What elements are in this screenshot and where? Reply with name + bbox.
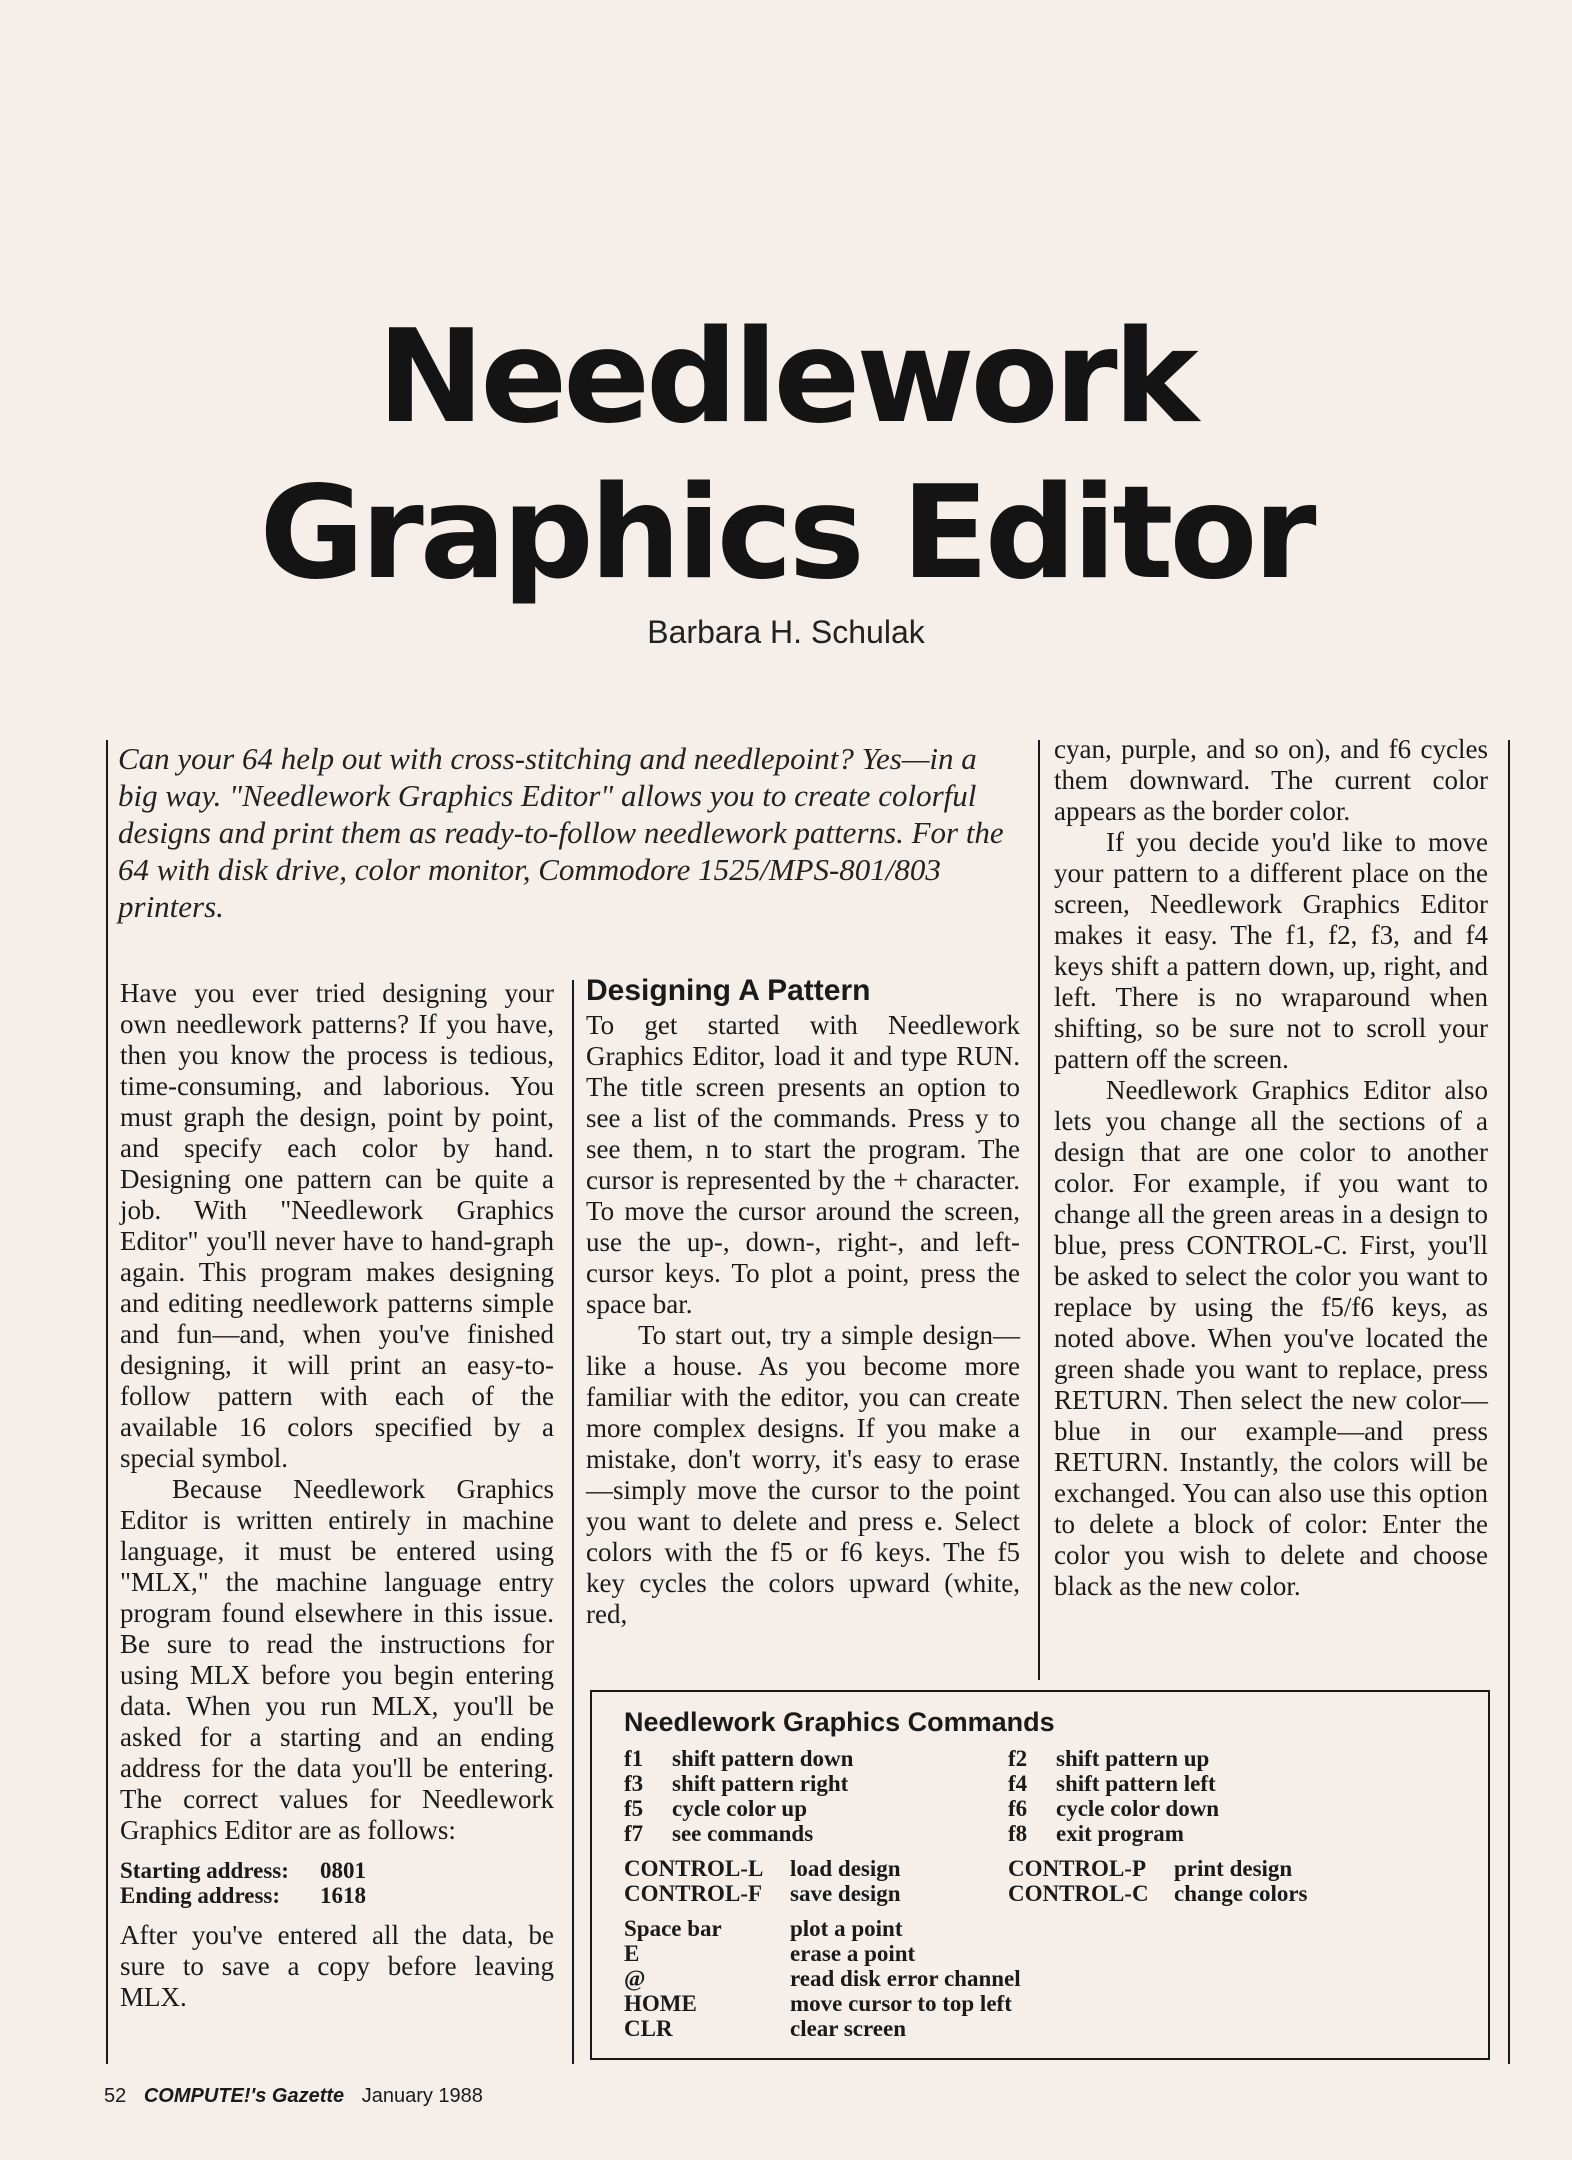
function-key-grid xyxy=(624,1746,1456,1846)
address-table xyxy=(120,1858,554,1908)
starting-address-label: Starting address: xyxy=(120,1858,289,1883)
title-line-1: Needlework xyxy=(377,303,1195,452)
cmd-desc: change colors xyxy=(1174,1881,1308,1906)
control-key-grid xyxy=(624,1856,1456,1906)
cmd-key: f2 xyxy=(1008,1746,1028,1771)
cmd-desc: shift pattern right xyxy=(672,1771,849,1796)
cmd-key: f3 xyxy=(624,1771,644,1796)
cmd-key: f1 xyxy=(624,1746,644,1771)
cmd-desc: plot a point xyxy=(790,1916,903,1941)
ending-address-value: 1618 xyxy=(320,1883,366,1908)
cmd-key: CONTROL-P xyxy=(1008,1856,1146,1881)
rule-left-intro xyxy=(106,740,108,2064)
col2-paragraph-2: To start out, try a simple design—like a house. As you become more familiar with the editor, you can create more complex designs. If you make a mistake, don't worry, it's easy to erase—simply move the cursor to the point you want to delete and press e. Select colors with the f5 or f6 keys. The f5 key cycles the colors upward (white, red, xyxy=(586,1320,1020,1629)
column-2 xyxy=(586,974,1020,1630)
cmd-desc: shift pattern up xyxy=(1056,1746,1210,1771)
cmd-key: HOME xyxy=(624,1991,697,2016)
cmd-key: CONTROL-L xyxy=(624,1856,764,1881)
cmd-desc: cycle color down xyxy=(1056,1796,1220,1821)
cmd-desc: cycle color up xyxy=(672,1796,807,1821)
col3-paragraph-1: cyan, purple, and so on), and f6 cycles them downward. The current color appears as the border color. xyxy=(1054,734,1488,826)
cmd-key: @ xyxy=(624,1966,646,1991)
commands-box xyxy=(590,1690,1490,2060)
issue-date: January 1988 xyxy=(361,2085,483,2107)
cmd-key: Space bar xyxy=(624,1916,722,1941)
cmd-key: CONTROL-C xyxy=(1008,1881,1149,1906)
rule-col1-col2 xyxy=(572,980,574,2064)
cmd-key: CLR xyxy=(624,2016,673,2041)
author-byline: Barbara H. Schulak xyxy=(647,614,925,650)
rule-col2-col3 xyxy=(1038,740,1040,1680)
column-1 xyxy=(120,978,554,2013)
section-heading: Designing A Pattern xyxy=(586,974,871,1007)
cmd-desc: erase a point xyxy=(790,1941,916,1966)
publication-name: COMPUTE!'s Gazette xyxy=(143,2085,345,2107)
col1-paragraph-2: Because Needlework Graphics Editor is written entirely in machine language, it must be entered using "MLX," the machine language entry program found elsewhere in this issue. Be sure to read the instructions for using MLX before you begin entering data. When you run MLX, you'll be asked for a starting and an ending address for the data you'll be entering. The correct values for Needlework Graphics Editor are as follows: xyxy=(120,1474,554,1845)
cmd-desc: print design xyxy=(1174,1856,1293,1881)
cmd-desc: move cursor to top left xyxy=(790,1991,1012,2016)
title-line-2: Graphics Editor xyxy=(259,459,1313,608)
cmd-key: CONTROL-F xyxy=(624,1881,762,1906)
cmd-desc: exit program xyxy=(1056,1821,1184,1846)
cmd-desc: load design xyxy=(790,1856,901,1881)
cmd-desc: shift pattern down xyxy=(672,1746,854,1771)
commands-title: Needlework Graphics Commands xyxy=(624,1707,1055,1737)
col2-paragraph-1: To get started with Needlework Graphics Editor, load it and type RUN. The title screen presents an option to see a list of the commands. Press y to see them, n to start the program. The cursor is represented by the + character. To move the cursor around the screen, use the up-, down-, right-, and left-cursor keys. To plot a point, press the space bar. xyxy=(586,1010,1020,1319)
single-key-grid xyxy=(624,1916,1456,2041)
article-intro: Can your 64 help out with cross-stitching and needlepoint? Yes—in a big way. "Needlework Graphics Editor" allows you to create colorful designs and print them as ready-to-follow needlework patterns. For the 64 with disk drive, color monitor, Commodore 1525/MPS-801/803 printers. xyxy=(118,741,1004,924)
cmd-key: f5 xyxy=(624,1796,644,1821)
cmd-desc: see commands xyxy=(672,1821,814,1846)
cmd-key: f4 xyxy=(1008,1771,1028,1796)
article-title xyxy=(0,300,1572,612)
column-3 xyxy=(1054,734,1488,1602)
ending-address-label: Ending address: xyxy=(120,1883,281,1908)
col1-paragraph-1: Have you ever tried designing your own needlework patterns? If you have, then you know the process is tedious, time-consuming, and laborious. You must graph the design, point by point, and specify each color by hand. Designing one pattern can be quite a job. With "Needlework Graphics Editor" you'll never have to hand-graph again. This program makes designing and editing needlework patterns simple and fun—and, when you've finished designing, it will print an easy-to-follow pattern with each of the available 16 colors specified by a special symbol. xyxy=(120,978,554,1473)
page-number: 52 xyxy=(104,2085,127,2107)
cmd-key: f6 xyxy=(1008,1796,1028,1821)
rule-right xyxy=(1508,740,1510,2064)
cmd-desc: read disk error channel xyxy=(790,1966,1021,1991)
cmd-desc: save design xyxy=(790,1881,901,1906)
starting-address-value: 0801 xyxy=(320,1858,366,1883)
cmd-desc: shift pattern left xyxy=(1056,1771,1216,1796)
cmd-desc: clear screen xyxy=(790,2016,907,2041)
col1-paragraph-3: After you've entered all the data, be sure to save a copy before leaving MLX. xyxy=(120,1920,554,2012)
cmd-key: f7 xyxy=(624,1821,644,1846)
cmd-key: E xyxy=(624,1941,640,1966)
col3-paragraph-3: Needlework Graphics Editor also lets you change all the sections of a design that are one color to another color. For example, if you want to change all the green areas in a design to blue, press CONTROL-C. First, you'll be asked to select the color you want to replace by using the f5/f6 keys, as noted above. When you've located the green shade you want to replace, press RETURN. Then select the new color—blue in our example—and press RETURN. Instantly, the colors will be exchanged. You can also use this option to delete a block of color: Enter the color you wish to delete and choose black as the new color. xyxy=(1054,1075,1488,1601)
col3-paragraph-2: If you decide you'd like to move your pattern to a different place on the screen, Needlework Graphics Editor makes it easy. The f1, f2, f3, and f4 keys shift a pattern down, up, right, and left. There is no wraparound when shifting, so be sure not to scroll your pattern off the screen. xyxy=(1054,827,1488,1074)
page-footer xyxy=(104,2085,483,2108)
cmd-key: f8 xyxy=(1008,1821,1028,1846)
